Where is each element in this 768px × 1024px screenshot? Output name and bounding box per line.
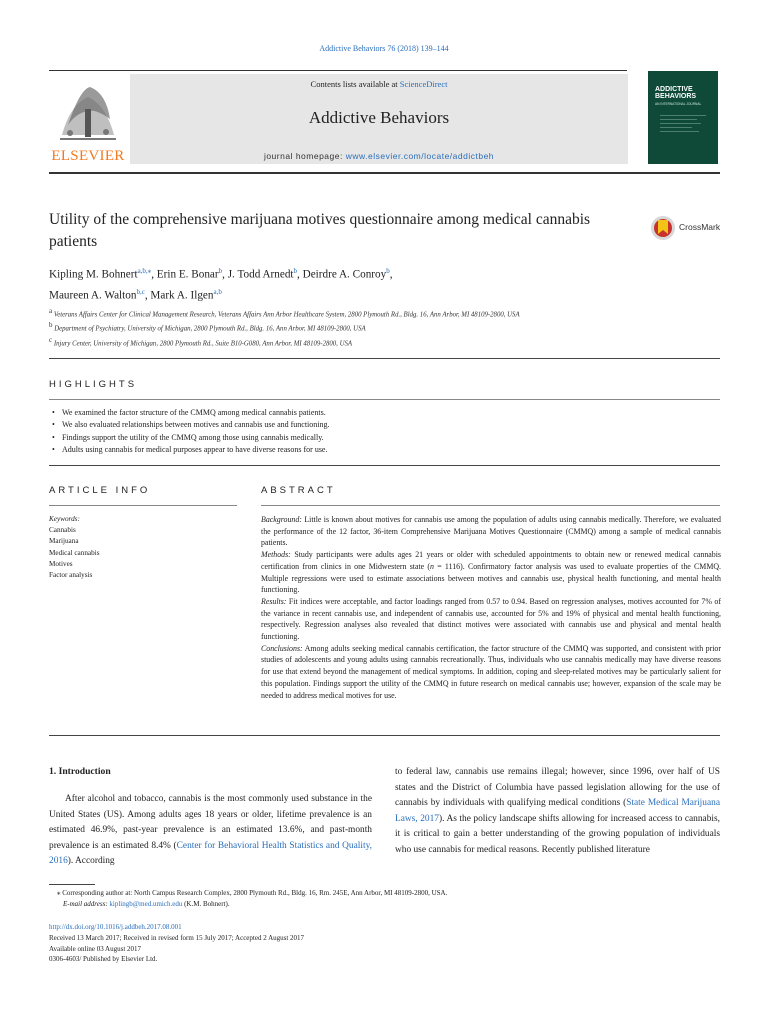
contents-prefix: Contents lists available at — [310, 79, 400, 89]
intro-paragraph: After alcohol and tobacco, cannabis is the most commonly used substance in the United States (US). Among adults ages 18 years or older, lifetime prevalence is an estimated 46.9%, past-year prevalence is an estimated 13.6%, and past-month prevalence is an estimated 8.4% ( — [49, 794, 372, 851]
divider — [49, 358, 720, 359]
highlights-list — [52, 407, 672, 457]
abstract-methods-text: = 1116). Confirmatory factor analysis was used to evaluate properties of the CMMQ. Multiple regressions were used to estimate associations between motives and cannabis use, physical health functioning, and mental health functioning. — [261, 561, 722, 595]
keywords-block — [49, 514, 219, 581]
header-top-rule — [49, 70, 627, 71]
affiliation-text: Veterans Affairs Center for Clinical Management Research, Veterans Affairs Ann Arbor Healthcare System, 2800 Plymouth Rd., Bldg. 16, Ann Arbor, MI 48109-2800, USA — [53, 311, 520, 319]
affiliation-item — [49, 306, 659, 320]
email-line — [49, 899, 669, 910]
affiliation-text: Department of Psychiatry, University of Michigan, 2800 Plymouth Rd., Bldg. 16, Ann Arbor, MI 48109-2800, USA — [54, 325, 366, 333]
sample-size-symbol: n — [430, 561, 434, 571]
author-name[interactable]: J. Todd Arnedt — [227, 268, 294, 281]
abstract-label: Background: — [261, 515, 302, 524]
abstract-background-text: Little is known about motives for cannabis use among the population of adults using cannabis medically. Therefore, we evaluated the performance of the 12 factor, 36-item Comprehensive Marijuana Motives Questionnaire (CMMQ) among a sample of medical cannabis patients. — [261, 515, 721, 548]
author-separator: , — [144, 289, 151, 302]
affiliation-mark: c — [49, 335, 53, 344]
abstract-body — [261, 514, 721, 701]
cover-subtitle: AN INTERNATIONAL JOURNAL — [655, 102, 702, 106]
intro-paragraph: to federal law, cannabis use remains illegal; however, since 1996, over half of US states and the District of Columbia have passed legislation allowing for the use of cannabis by individuals with qualifying medical conditions ( — [395, 767, 720, 809]
author-affiliation-mark[interactable]: b — [293, 267, 298, 275]
keywords-label: Keywords: — [49, 515, 80, 523]
affiliation-item — [49, 335, 659, 349]
divider — [49, 465, 720, 466]
highlight-item: • We also evaluated relationships between motives and cannabis use and functioning. — [52, 419, 672, 431]
cover-decoration — [660, 112, 706, 152]
divider — [49, 735, 720, 736]
citation-link[interactable]: Center for Behavioral Health Statistics and Quality, 2016 — [49, 840, 372, 867]
received-dates: Received 13 March 2017; Received in revised form 15 July 2017; Accepted 2 August 2017 — [49, 933, 305, 942]
elsevier-logo[interactable] — [50, 75, 126, 165]
journal-reference-link[interactable]: Addictive Behaviors 76 (2018) 139–144 — [319, 44, 449, 53]
abstract-label: Conclusions: — [261, 643, 303, 653]
email-suffix: (K.M. Bohnert). — [184, 900, 230, 908]
abstract-conclusions-text: Among adults seeking medical cannabis certification, the factor structure of the CMMQ was supported, and consistent with prior studies of adolescents and young adults using cannabis recreationally. Thus, individuals who use cannabis medically may have diverse reasons for use that extend beyond the management of medical symptoms. In addition, coping and sleep-related motives may be particularly salient for this population. Findings support the utility of the CMMQ in future research on medical cannabis use; however, expansion of the scale may be needed to address medical motives for use. — [261, 643, 721, 700]
header-bottom-rule — [49, 172, 720, 174]
divider — [49, 399, 720, 400]
footnote-mark: ⁎ — [57, 889, 61, 897]
article-metadata — [49, 922, 669, 965]
author-separator: , — [222, 268, 228, 281]
author-separator: , — [297, 268, 303, 281]
author-name[interactable]: Mark A. Ilgen — [150, 289, 214, 302]
email-link[interactable]: kiplingb@med.umich.edu — [109, 900, 183, 908]
affiliation-item — [49, 320, 659, 334]
affiliation-list — [49, 306, 659, 349]
author-separator: , — [151, 268, 157, 281]
abstract-methods-text: Study participants were adults ages 21 years or older with scheduled appointments to obtain new or renewed medical cannabis certification from clinics in one Midwestern state ( — [261, 550, 721, 571]
elsevier-wordmark: ELSEVIER — [51, 148, 125, 164]
article-info-heading: ARTICLE INFO — [49, 485, 151, 496]
homepage-prefix: journal homepage: — [263, 151, 346, 161]
crossmark-button[interactable] — [650, 214, 725, 242]
abstract-conclusions — [261, 643, 721, 702]
keyword-item: Cannabis — [49, 526, 76, 535]
author-affiliation-mark[interactable]: a,b — [213, 287, 222, 296]
corresponding-author-note — [49, 888, 669, 899]
footnote — [49, 888, 669, 910]
author-affiliation-mark[interactable]: b,c — [136, 287, 145, 296]
keyword-item: Motives — [49, 559, 73, 568]
author-name[interactable]: Erin E. Bonar — [156, 268, 219, 281]
corresponding-text: Corresponding author at: North Campus Research Complex, 2800 Plymouth Rd., Bldg. 16, Rm. 245E, Ann Arbor, MI 48109-2800, USA. — [62, 889, 448, 897]
intro-column-left — [49, 792, 372, 870]
doi-link[interactable]: http://dx.doi.org/10.1016/j.addbeh.2017.08.001 — [49, 923, 182, 931]
author-affiliation-mark[interactable]: a,b,⁎ — [137, 267, 152, 275]
highlight-item: • Adults using cannabis for medical purposes appear to have diverse reasons for use. — [52, 444, 672, 456]
abstract-label: Results: — [261, 596, 287, 606]
contents-line — [130, 79, 628, 89]
highlight-item: • We examined the factor structure of the CMMQ among medical cannabis patients. — [52, 407, 672, 419]
online-date: Available online 03 August 2017 — [49, 944, 142, 953]
section-heading: 1. Introduction — [49, 766, 111, 777]
article-title: Utility of the comprehensive marijuana motives questionnaire among medical cannabis patients — [49, 211, 591, 250]
abstract-heading: ABSTRACT — [261, 485, 336, 496]
affiliation-mark: b — [49, 321, 53, 330]
homepage-link[interactable]: www.elsevier.com/locate/addictbeh — [345, 151, 495, 161]
cover-title: ADDICTIVE BEHAVIORS — [655, 86, 697, 100]
crossmark-label: CrossMark — [679, 222, 721, 232]
intro-column-right — [395, 765, 720, 859]
affiliation-mark: a — [49, 307, 53, 315]
abstract-results-text: Fit indices were acceptable, and factor loadings ranged from 0.57 to 0.94. Based on regression analyses, motives accounted for 7% of the variance in recent cannabis use, and independent of cannabis use, accounted for 5% and 19% of physical and mental health functioning, respectively. Regression analyses also revealed that distinct motives were associated with cannabis use and physical and mental health functioning. — [261, 596, 721, 642]
abstract-results — [261, 596, 721, 643]
journal-homepage-line — [130, 151, 628, 161]
issn-line: 0306-4603/ Published by Elsevier Ltd. — [49, 955, 158, 964]
keyword-item: Medical cannabis — [49, 548, 100, 557]
author-name[interactable]: Maureen A. Walton — [49, 289, 137, 302]
highlight-item: • Findings support the utility of the CMMQ among those using cannabis medically. — [52, 432, 672, 444]
keyword-item: Marijuana — [49, 537, 79, 546]
author-name[interactable]: Deirdre A. Conroy — [302, 268, 387, 281]
author-list — [49, 263, 649, 304]
citation-link[interactable]: State Medical Marijuana Laws, 2017 — [395, 798, 720, 824]
footnote-rule — [49, 884, 95, 885]
affiliation-text: Injury Center, University of Michigan, 2800 Plymouth Rd., Suite B10-G080, Ann Arbor, MI 48109-2800, USA — [53, 339, 353, 347]
keyword-item: Factor analysis — [49, 571, 93, 580]
abstract-background — [261, 514, 721, 549]
author-separator: , — [389, 268, 393, 281]
abstract-label: Methods: — [261, 550, 291, 560]
divider — [49, 505, 237, 506]
highlights-heading: HIGHLIGHTS — [49, 379, 138, 390]
sciencedirect-link[interactable]: ScienceDirect — [399, 79, 448, 89]
intro-paragraph: ). As the policy landscape shifts allowing for increased access to cannabis, it is critical to gain a better understanding of the growing population of individuals who use cannabis for medical reasons. Recently published literature — [395, 813, 720, 855]
journal-name: Addictive Behaviors — [308, 108, 450, 127]
intro-paragraph-end: ). According — [67, 856, 115, 867]
author-affiliation-mark[interactable]: b — [218, 267, 223, 275]
divider — [261, 505, 720, 506]
author-affiliation-mark[interactable]: b — [386, 267, 390, 275]
crossmark-icon — [650, 214, 676, 242]
abstract-methods — [261, 549, 721, 596]
email-label: E-mail address: — [63, 900, 108, 908]
author-name[interactable]: Kipling M. Bohnert — [49, 268, 138, 281]
